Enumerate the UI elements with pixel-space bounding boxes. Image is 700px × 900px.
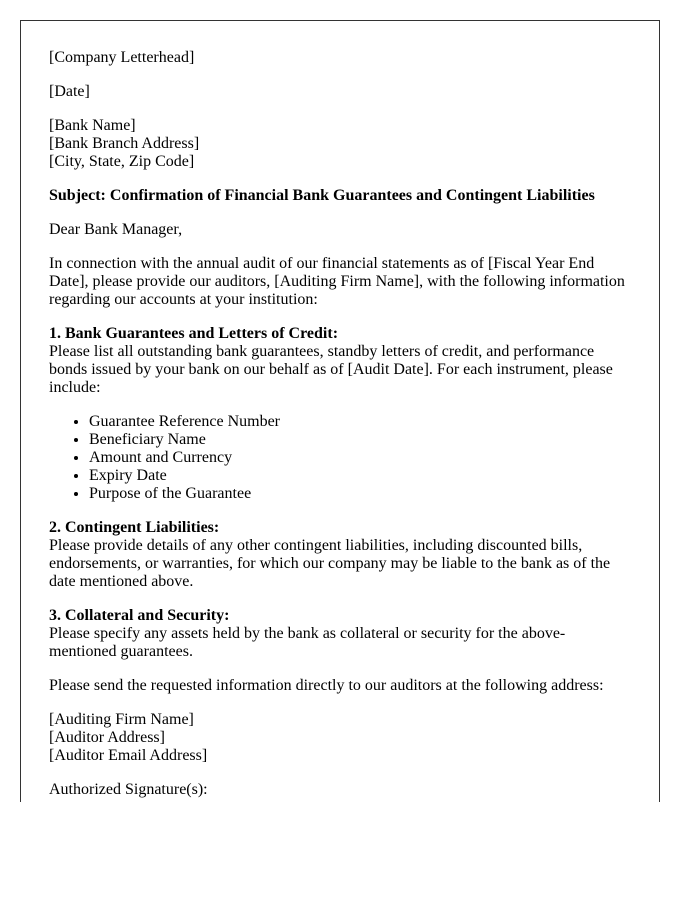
bank-name: [Bank Name] bbox=[49, 117, 136, 134]
auditor-street-address: [Auditor Address] bbox=[49, 729, 165, 746]
section-guarantees bbox=[49, 325, 631, 397]
company-letterhead: [Company Letterhead] bbox=[49, 49, 195, 66]
section-collateral bbox=[49, 607, 631, 661]
letter-subject: Subject: Confirmation of Financial Bank Guarantees and Contingent Liabilities bbox=[49, 187, 595, 204]
auditor-firm-name: [Auditing Firm Name] bbox=[49, 711, 194, 728]
bank-city-state-zip: [City, State, Zip Code] bbox=[49, 153, 195, 170]
letter-page bbox=[20, 20, 660, 802]
bank-branch-address: [Bank Branch Address] bbox=[49, 135, 200, 152]
section-heading: 1. Bank Guarantees and Letters of Credit: bbox=[49, 325, 339, 342]
intro-paragraph: In connection with the annual audit of our financial statements as of [Fiscal Year End Date], please provide our auditors, [Auditing Firm Name], with the following information regarding our accounts at your institution: bbox=[49, 255, 625, 308]
send-instruction: Please send the requested information directly to our auditors at the following address: bbox=[49, 677, 604, 694]
auditor-email: [Auditor Email Address] bbox=[49, 747, 208, 764]
letter-date: [Date] bbox=[49, 83, 90, 100]
section-heading: 3. Collateral and Security: bbox=[49, 607, 230, 624]
salutation: Dear Bank Manager, bbox=[49, 221, 183, 238]
section-body: Please specify any assets held by the bank as collateral or security for the above-mentioned guarantees. bbox=[49, 625, 566, 660]
guarantee-details-list bbox=[49, 413, 631, 503]
list-item: • Beneficiary Name bbox=[89, 431, 631, 449]
section-body: Please provide details of any other contingent liabilities, including discounted bills, endorsements, or warranties, for which our company may be liable to the bank as of the date mentioned above. bbox=[49, 537, 611, 590]
signature-label: Authorized Signature(s): bbox=[49, 781, 208, 798]
list-item: • Purpose of the Guarantee bbox=[89, 485, 631, 503]
auditor-address bbox=[49, 711, 631, 765]
list-item: • Expiry Date bbox=[89, 467, 631, 485]
list-item: • Amount and Currency bbox=[89, 449, 631, 467]
section-body: Please list all outstanding bank guarantees, standby letters of credit, and performance bonds issued by your bank on our behalf as of [Audit Date]. For each instrument, please include: bbox=[49, 343, 613, 396]
section-heading: 2. Contingent Liabilities: bbox=[49, 519, 220, 536]
recipient-address bbox=[49, 117, 631, 171]
section-contingent-liabilities bbox=[49, 519, 631, 591]
list-item: • Guarantee Reference Number bbox=[89, 413, 631, 431]
